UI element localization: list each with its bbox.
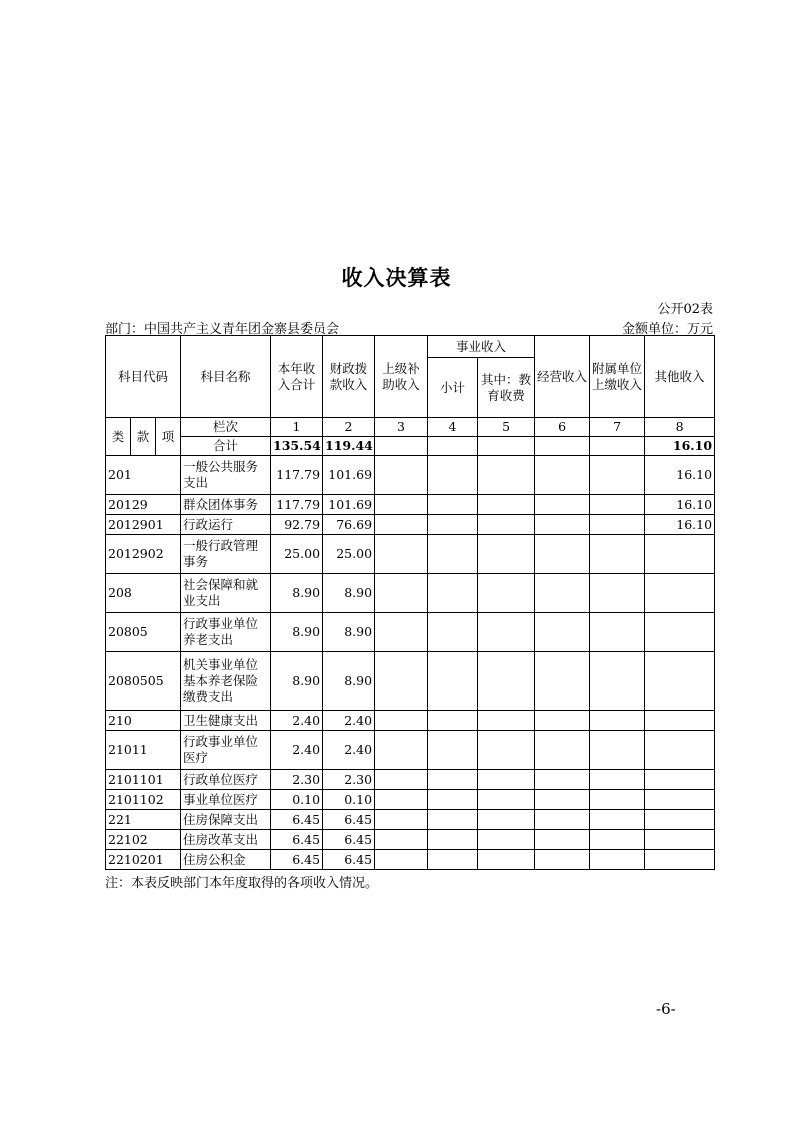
row-name: 一般公共服务支出 [181, 456, 271, 495]
row-total: 0.10 [271, 790, 323, 810]
row-other [645, 790, 715, 810]
row-other [645, 574, 715, 613]
table-row [106, 652, 715, 711]
unit-label: 金额单位：万元 [621, 322, 713, 337]
table-row [106, 790, 715, 810]
row-code: 2012901 [106, 515, 181, 535]
header-business-income: 事业收入 [428, 336, 535, 358]
header-total-income: 本年收入合计 [271, 336, 323, 418]
row-code: 208 [106, 574, 181, 613]
col-number: 4 [428, 418, 478, 437]
row-code: 22102 [106, 830, 181, 850]
row-other [645, 731, 715, 770]
header-subtotal: 小计 [428, 358, 478, 418]
page-title: 收入决算表 [341, 266, 452, 290]
row-name: 行政事业单位养老支出 [181, 613, 271, 652]
row-other: 16.10 [645, 495, 715, 515]
header-xiang: 项 [156, 418, 181, 456]
row-fiscal: 2.40 [323, 711, 375, 731]
row-fiscal: 8.90 [323, 613, 375, 652]
row-code: 210 [106, 711, 181, 731]
department-label: 部门：中国共产主义青年团金寨县委员会 [105, 322, 340, 337]
row-total: 25.00 [271, 535, 323, 574]
total-row-other: 16.10 [645, 437, 715, 456]
row-fiscal: 8.90 [323, 574, 375, 613]
table-row [106, 535, 715, 574]
row-code: 2101102 [106, 790, 181, 810]
row-other [645, 613, 715, 652]
header-education-fee: 其中：教育收费 [478, 358, 535, 418]
row-total: 8.90 [271, 613, 323, 652]
row-fiscal: 0.10 [323, 790, 375, 810]
row-code: 201 [106, 456, 181, 495]
table-row [106, 810, 715, 830]
col-number: 2 [323, 418, 375, 437]
row-fiscal: 76.69 [323, 515, 375, 535]
row-other: 16.10 [645, 515, 715, 535]
header-other-income: 其他收入 [645, 336, 715, 418]
row-code: 2210201 [106, 850, 181, 870]
row-name: 群众团体事务 [181, 495, 271, 515]
row-code: 2080505 [106, 652, 181, 711]
row-total: 8.90 [271, 652, 323, 711]
table-row [106, 495, 715, 515]
row-code: 2012902 [106, 535, 181, 574]
row-total: 6.45 [271, 830, 323, 850]
row-fiscal: 6.45 [323, 830, 375, 850]
header-upper-subsidy: 上级补助收入 [375, 336, 428, 418]
row-fiscal: 101.69 [323, 495, 375, 515]
row-fiscal: 2.30 [323, 770, 375, 790]
total-row-total: 135.54 [271, 437, 323, 456]
row-total: 117.79 [271, 456, 323, 495]
row-other [645, 535, 715, 574]
table-row [106, 711, 715, 731]
row-other [645, 770, 715, 790]
row-code: 2101101 [106, 770, 181, 790]
row-code: 21011 [106, 731, 181, 770]
row-total: 8.90 [271, 574, 323, 613]
row-code: 20129 [106, 495, 181, 515]
row-other [645, 830, 715, 850]
header-kuan: 款 [131, 418, 156, 456]
header-operating-income: 经营收入 [535, 336, 590, 418]
row-code: 221 [106, 810, 181, 830]
row-total: 2.30 [271, 770, 323, 790]
table-row [106, 731, 715, 770]
row-name: 住房改革支出 [181, 830, 271, 850]
income-table [105, 335, 715, 870]
table-note: 注：本表反映部门本年度取得的各项收入情况。 [105, 876, 379, 891]
header-subject-code: 科目代码 [106, 336, 181, 418]
row-fiscal: 25.00 [323, 535, 375, 574]
table-row [106, 830, 715, 850]
page-number: -6- [656, 1000, 676, 1018]
row-total: 117.79 [271, 495, 323, 515]
total-row-label: 合计 [181, 437, 271, 456]
header-fiscal-income: 财政拨款收入 [323, 336, 375, 418]
row-name: 行政运行 [181, 515, 271, 535]
header-affiliated-income: 附属单位上缴收入 [590, 336, 645, 418]
row-total: 6.45 [271, 850, 323, 870]
row-name: 行政事业单位医疗 [181, 731, 271, 770]
row-other [645, 652, 715, 711]
row-name: 一般行政管理事务 [181, 535, 271, 574]
col-number: 1 [271, 418, 323, 437]
row-fiscal: 8.90 [323, 652, 375, 711]
row-total: 92.79 [271, 515, 323, 535]
row-other [645, 850, 715, 870]
row-fiscal: 6.45 [323, 850, 375, 870]
col-number: 7 [590, 418, 645, 437]
row-other [645, 711, 715, 731]
table-row [106, 770, 715, 790]
row-name: 住房公积金 [181, 850, 271, 870]
header-subject-name: 科目名称 [181, 336, 271, 418]
row-total: 2.40 [271, 711, 323, 731]
row-name: 卫生健康支出 [181, 711, 271, 731]
row-code: 20805 [106, 613, 181, 652]
total-row-fiscal: 119.44 [323, 437, 375, 456]
row-other: 16.10 [645, 456, 715, 495]
header-lanci: 栏次 [181, 418, 271, 437]
row-other [645, 810, 715, 830]
table-row [106, 613, 715, 652]
col-number: 3 [375, 418, 428, 437]
col-number: 6 [535, 418, 590, 437]
table-row [106, 456, 715, 495]
row-fiscal: 6.45 [323, 810, 375, 830]
table-row [106, 574, 715, 613]
form-number: 公开02表 [657, 302, 713, 317]
row-fiscal: 101.69 [323, 456, 375, 495]
row-name: 社会保障和就业支出 [181, 574, 271, 613]
table-row [106, 850, 715, 870]
table-row [106, 515, 715, 535]
row-total: 6.45 [271, 810, 323, 830]
row-name: 机关事业单位基本养老保险缴费支出 [181, 652, 271, 711]
row-name: 事业单位医疗 [181, 790, 271, 810]
row-name: 住房保障支出 [181, 810, 271, 830]
col-number: 8 [645, 418, 715, 437]
row-name: 行政单位医疗 [181, 770, 271, 790]
header-lei: 类 [106, 418, 131, 456]
col-number: 5 [478, 418, 535, 437]
row-fiscal: 2.40 [323, 731, 375, 770]
row-total: 2.40 [271, 731, 323, 770]
